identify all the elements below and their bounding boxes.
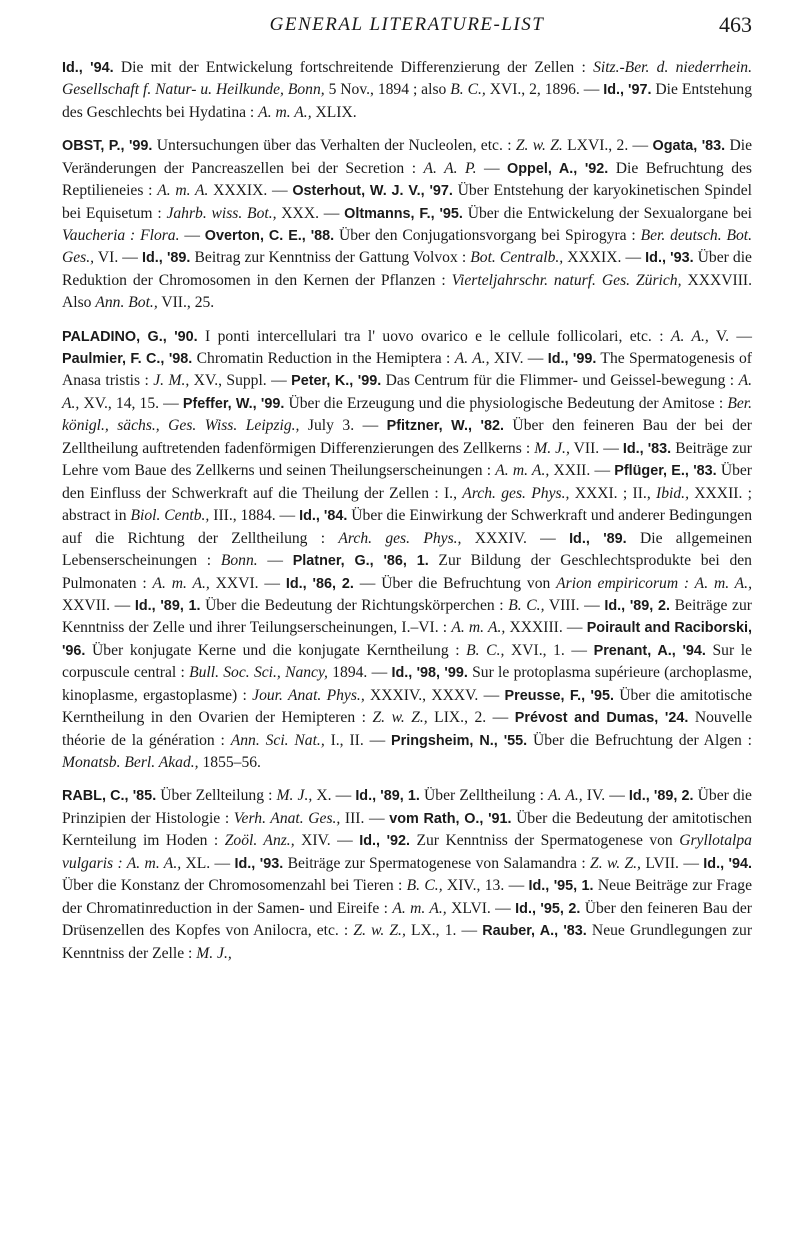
citation-title: Gryllotalpa vulgaris : A. m. A., — [62, 832, 752, 872]
citation-title: Biol. Centb., — [130, 507, 210, 525]
citation-title: A. m. A. — [157, 182, 209, 200]
entry-author: Id., '92. — [359, 833, 410, 850]
entry-text: XIV., 13. — — [442, 877, 529, 895]
entry-text: IV. — — [582, 787, 629, 805]
citation-title: A. m. A., — [392, 899, 447, 917]
citation-title: B. C., — [450, 81, 486, 99]
citation-title: Z. w. Z., — [372, 709, 428, 727]
entry-author: Paulmier, F. C., '98. — [62, 351, 193, 368]
entry-text: XXXI. ; II., — [569, 484, 657, 502]
entry-text: — — [257, 552, 293, 570]
entry-author: Id., '89. — [142, 250, 191, 267]
entry-text: XXXIX. — — [563, 249, 646, 267]
entry-text: Über den feineren Bau der bei der Zelltheilung auftretenden fadenförmigen Differenzierungen des Zellkerns : — [62, 417, 753, 457]
entry-text: — — [476, 159, 508, 177]
entry-text: Die allgemeinen Lebenserscheinungen : — [62, 529, 753, 570]
citation-title: Ibid., — [656, 484, 689, 502]
entry-text: Neue Grundlegungen zur Kenntniss der Zelle : — [62, 922, 753, 962]
entry-text: Die Befruchtung des Reptilieneies : — [62, 159, 752, 200]
citation-title: A. m. A., — [451, 619, 506, 637]
entry-text: I ponti intercellulari tra l' uovo ovarico e le cellule follicolari, etc. : — [197, 327, 671, 345]
bibliography-paragraph — [62, 326, 752, 775]
entry-text: — Über die Befruchtung von — [353, 574, 557, 592]
entry-text: Über die Bedeutung der Richtungskörperchen : — [200, 597, 509, 615]
entry-author: Pfeffer, W., '99. — [182, 395, 285, 412]
citation-title: A. A. P. — [423, 159, 477, 177]
citation-title: Arch. ges. Phys., — [462, 484, 570, 502]
entry-text: XLVI. — — [446, 899, 516, 917]
entry-text: Über die Entwickelung der Sexualorgane bei — [462, 204, 753, 222]
entry-text: July 3. — — [299, 417, 387, 435]
entry-text: Chromatin Reduction in the Hemiptera : — [192, 350, 455, 368]
entry-text: XIV. — — [489, 350, 548, 368]
entry-text: Über die Befruchtung der Algen : — [527, 731, 752, 749]
entry-author: Oppel, A., '92. — [507, 160, 609, 177]
entry-text: XV., Suppl. — — [189, 372, 292, 390]
citation-title: Monatsb. Berl. Akad., — [62, 754, 199, 772]
entry-author: Pringsheim, N., '55. — [391, 732, 528, 749]
entry-text: III., 1884. — — [209, 507, 300, 525]
entry-text: XXVII. — — [62, 597, 135, 615]
citation-title: Jour. Anat. Phys., — [252, 686, 365, 704]
entry-text: XXXIV., XXXV. — — [364, 686, 505, 704]
citation-title: A. m. A., — [495, 462, 550, 480]
entry-text: VIII. — — [544, 597, 605, 615]
entry-text: 5 Nov., 1894 ; also — [324, 81, 451, 99]
entry-text: — — [179, 226, 205, 244]
entry-text: 1894. — — [327, 664, 392, 682]
entry-text: VII. — — [569, 439, 623, 457]
citation-title: Ber. königl., sächs., Ges. Wiss. Leipzig., — [62, 394, 753, 435]
entry-text: Sur le corpuscule central : — [62, 641, 752, 682]
entry-author: Prévost and Dumas, '24. — [514, 710, 689, 727]
entry-text: LXVI., 2. — — [562, 137, 653, 155]
entry-text: Die Veränderungen der Pancreaszellen bei der Secretion : — [62, 137, 752, 177]
entry-text: XXXIII. — — [505, 619, 587, 637]
running-header — [62, 12, 752, 42]
entry-author: Id., '86, 2. — [285, 575, 354, 592]
entry-text: XL. — — [181, 854, 235, 872]
citation-title: Z. w. Z., — [353, 922, 406, 940]
entry-text: Über den feineren Bau der Drüsenzellen des Kopfes von Anilocra, etc. : — [62, 899, 752, 940]
entry-text: XIV. — — [294, 832, 360, 850]
entry-text: Über die Erzeugung und die physiologische Bedeutung der Amitose : — [284, 394, 728, 412]
citation-title: A. A., — [62, 372, 752, 412]
entry-author: Id., '95, 2. — [515, 900, 581, 917]
entry-text: Beitrag zur Kenntniss der Gattung Volvox : — [190, 249, 471, 267]
entry-author: Peter, K., '99. — [291, 373, 382, 390]
citation-title: A. A., — [670, 327, 709, 345]
entry-author: Id., '89, 1. — [134, 598, 201, 615]
entry-author: Id., '95, 1. — [528, 878, 594, 895]
citation-title: Sitz.-Ber. d. niederrhein. Gesellschaft f. Natur- u. Heilkunde, Bonn, — [62, 59, 752, 99]
entry-author: Id., '89, 2. — [628, 788, 694, 805]
entry-text: XXXIV. — — [461, 529, 570, 547]
entry-author: Platner, G., '86, 1. — [292, 553, 429, 570]
bibliography-paragraph — [62, 135, 752, 315]
entry-text: Über die Bedeutung der amitotischen Kernteilung im Hoden : — [62, 809, 752, 850]
entry-text: Über die Reduktion der Chromosomen in den Kernen der Pflanzen : — [62, 249, 752, 289]
entry-author: Id., '99. — [547, 351, 597, 368]
bibliography-text — [62, 57, 752, 965]
entry-author: Id., '84. — [299, 508, 348, 525]
entry-author: Pflüger, E., '83. — [614, 463, 717, 480]
entry-text: V. — — [708, 327, 752, 345]
entry-author: vom Rath, O., '91. — [389, 810, 512, 827]
citation-title: Z. w. Z., — [590, 854, 641, 872]
entry-author: Osterhout, W. J. V., '97. — [292, 183, 453, 200]
entry-author: Id., '93. — [234, 855, 284, 872]
entry-text: Das Centrum für die Flimmer- und Geissel-bewegung : — [381, 372, 739, 390]
entry-text: XLIX. — [311, 103, 357, 121]
entry-text: XXVI. — — [209, 574, 286, 592]
citation-title: Arion empiricorum : A. m. A., — [556, 574, 752, 592]
citation-title: M. J., — [276, 787, 313, 805]
citation-title: Verh. Anat. Ges., — [233, 809, 341, 827]
entry-text: Über Zelltheilung : — [419, 787, 549, 805]
bibliography-paragraph — [62, 57, 752, 124]
citation-title: Ann. Sci. Nat., — [230, 731, 325, 749]
entry-text: Neue Beiträge zur Frage der Chromatinreduction in der Samen- und Eireife : — [62, 877, 752, 917]
entry-author: Rauber, A., '83. — [482, 923, 587, 940]
entry-text: Über konjugate Kerne und die konjugate Kerntheilung : — [85, 641, 467, 659]
citation-title: A. A., — [454, 350, 490, 368]
entry-text: Beiträge zur Lehre vom Baue des Zellkerns und seinen Theilungserscheinungen : — [62, 439, 752, 480]
page-number: 463 — [719, 12, 752, 37]
citation-title: M. J., — [196, 944, 232, 962]
citation-title: Bonn. — [220, 552, 258, 570]
citation-title: B. C., — [466, 641, 505, 659]
citation-title: Bot. Centralb., — [470, 249, 564, 267]
entry-author: Preusse, F., '95. — [504, 687, 614, 704]
entry-text: XXII. — — [549, 462, 615, 480]
entry-author: RABL, C., '85. — [62, 788, 157, 805]
entry-text: XVI., 1. — — [504, 641, 594, 659]
entry-author: Ogata, '83. — [652, 138, 726, 155]
entry-text: Die Entstehung des Geschlechts bei Hydatina : — [62, 81, 752, 121]
entry-text: VII., 25. — [157, 294, 215, 312]
citation-title: Ann. Bot., — [95, 294, 158, 312]
bibliography-paragraph — [62, 785, 752, 965]
entry-author: Id., '89, 2. — [604, 598, 671, 615]
entry-text: III. — — [340, 809, 390, 827]
entry-text: Über die amitotische Kerntheilung in den Ovarien der Hemipteren : — [62, 686, 752, 727]
entry-text: Sur le protoplasma supérieure (archoplasme, kinoplasme, ergastoplasme) : — [62, 664, 753, 704]
entry-text: Beiträge zur Spermatogenese von Salamandra : — [283, 854, 591, 872]
entry-author: Id., '94. — [62, 60, 114, 76]
citation-title: B. C., — [508, 597, 545, 615]
entry-author: Oltmanns, F., '95. — [344, 205, 463, 222]
citation-title: Arch. ges. Phys., — [338, 529, 462, 547]
entry-author: OBST, P., '99. — [62, 138, 153, 155]
entry-author: Id., '94. — [703, 855, 752, 872]
entry-text: XXXVIII. Also — [62, 271, 752, 312]
entry-text: Über Entstehung der karyokinetischen Spindel bei Equisetum : — [62, 182, 752, 222]
entry-text: LIX., 2. — — [427, 709, 515, 727]
entry-text: I., II. — — [324, 731, 392, 749]
entry-text: LX., 1. — — [405, 922, 483, 940]
running-title: GENERAL LITERATURE-LIST — [269, 14, 545, 35]
entry-author: Id., '93. — [645, 250, 694, 267]
entry-text: Über den Einfluss der Schwerkraft auf die Theilung der Zellen : I., — [62, 462, 752, 502]
entry-text: X. — — [312, 787, 356, 805]
citation-title: M. J., — [534, 439, 570, 457]
citation-title: Jahrb. wiss. Bot., — [166, 204, 277, 222]
entry-author: Overton, C. E., '88. — [204, 227, 335, 244]
entry-text: Zur Bildung der Geschlechtsprodukte bei den Pulmonaten : — [62, 552, 752, 592]
citation-title: B. C., — [406, 877, 443, 895]
citation-title: Zoöl. Anz., — [224, 832, 295, 850]
citation-title: Vierteljahrschr. naturf. Ges. Zürich, — [451, 271, 682, 289]
entry-author: Id., '89. — [569, 530, 627, 547]
entry-text: Zur Kenntniss der Spermatogenese von — [410, 832, 680, 850]
citation-title: Bull. Soc. Sci., Nancy, — [189, 664, 328, 682]
entry-text: 1855–56. — [198, 754, 261, 772]
entry-text: XVI., 2, 1896. — — [485, 81, 604, 99]
citation-title: J. M., — [153, 372, 190, 390]
citation-title: A. m. A., — [258, 103, 312, 121]
entry-text: The Spermatogenesis of Anasa tristis : — [62, 350, 752, 390]
entry-text: Über die Prinzipien der Histologie : — [62, 787, 752, 827]
entry-text: Die mit der Entwickelung fortschreitende Differenzierung der Zellen : — [113, 59, 594, 76]
citation-title: A. m. A., — [152, 574, 210, 592]
entry-author: Prenant, A., '94. — [593, 642, 706, 659]
entry-author: PALADINO, G., '90. — [62, 328, 198, 345]
citation-title: Z. w. Z. — [515, 137, 563, 155]
entry-author: Pfitzner, W., '82. — [386, 418, 504, 435]
entry-text: LVII. — — [640, 854, 704, 872]
citation-title: Ber. deutsch. Bot. Ges., — [62, 226, 752, 267]
entry-text: Untersuchungen über das Verhalten der Nucleolen, etc. : — [152, 137, 516, 155]
entry-author: Id., '83. — [622, 440, 672, 457]
entry-text: Über die Konstanz der Chromosomenzahl bei Tieren : — [62, 877, 407, 895]
entry-text: Beiträge zur Kenntniss der Zelle und ihrer Teilungserscheinungen, I.–VI. : — [62, 597, 752, 637]
entry-text: XXX. — — [276, 204, 345, 222]
entry-text: Nouvelle théorie de la génération : — [62, 709, 753, 749]
entry-author: Id., '97. — [603, 82, 652, 99]
citation-title: Vaucheria : Flora. — [62, 226, 180, 244]
entry-text: Über den Conjugationsvorgang bei Spirogyra : — [334, 226, 641, 244]
entry-text: Über Zellteilung : — [156, 787, 277, 805]
entry-text: Über die Einwirkung der Schwerkraft und anderer Bedingungen auf die Richtung der Zelltheilung : — [62, 507, 752, 547]
entry-author: Id., '89, 1. — [355, 788, 420, 805]
entry-text: XXXIX. — — [208, 182, 293, 200]
citation-title: A. A., — [548, 787, 583, 805]
entry-author: Poirault and Raciborski, '96. — [62, 620, 752, 659]
entry-author: Id., '98, '99. — [391, 665, 468, 682]
entry-text: XXXII. ; abstract in — [62, 484, 753, 525]
entry-text: VI. — — [94, 249, 142, 267]
entry-text: XV., 14, 15. — — [79, 394, 183, 412]
